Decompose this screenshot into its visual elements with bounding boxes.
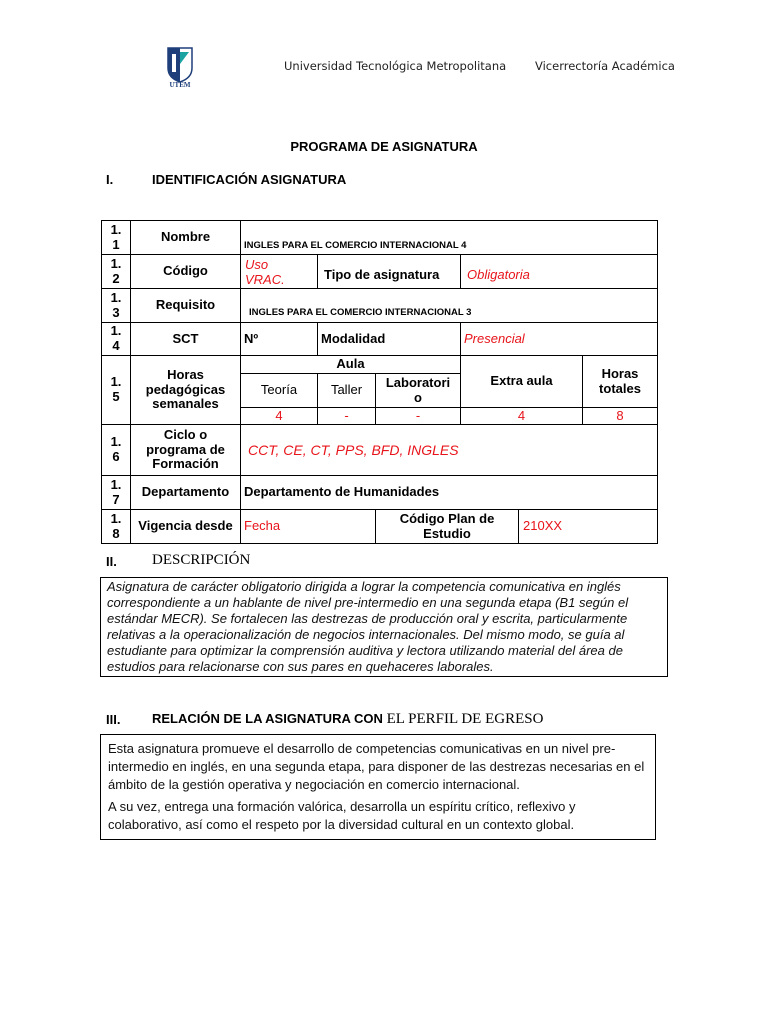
row-7-number: 1. 7: [110, 476, 122, 507]
requisito-value: INGLES PARA EL COMERCIO INTERNACIONAL 3: [249, 306, 472, 318]
row-6-number: 1. 6: [110, 434, 122, 464]
tipo-asignatura-value: Obligatoria: [467, 266, 530, 282]
codigo-label: Código: [163, 263, 208, 279]
vigencia-label: Vigencia desde: [138, 518, 233, 534]
section-3-title-serif: EL PERFIL DE EGRESO: [382, 711, 544, 727]
horas-totales-header: Horas totales: [599, 365, 641, 396]
vicerrectoria-name: Vicerrectoría Académica: [535, 59, 675, 73]
tipo-asignatura-label: Tipo de asignatura: [324, 266, 440, 282]
departamento-label: Departamento: [141, 484, 230, 500]
requisito-label: Requisito: [155, 297, 216, 313]
laboratorio-header: Laboratori o: [385, 374, 451, 405]
extra-aula-value: 4: [517, 407, 526, 423]
document-title: PROGRAMA DE ASIGNATURA: [290, 139, 478, 154]
nombre-label: Nombre: [160, 229, 211, 245]
section-2-number: II.: [106, 554, 117, 569]
extra-aula-header: Extra aula: [490, 373, 553, 389]
horas-totales-value: 8: [616, 407, 624, 423]
section-3-number: III.: [106, 712, 121, 727]
row-4-number: 1. 4: [110, 323, 122, 353]
modalidad-value: Presencial: [464, 330, 525, 346]
descripcion-box: [100, 577, 668, 677]
teoria-header: Teoría: [260, 382, 298, 398]
row-8-number: 1. 8: [110, 510, 122, 541]
sct-label: SCT: [172, 330, 199, 346]
codigo-value: Uso VRAC.: [245, 256, 285, 287]
section-1-number: I.: [106, 172, 114, 187]
section-3-title-bold: RELACIÓN DE LA ASIGNATURA CON: [152, 711, 383, 726]
university-name: Universidad Tecnológica Metropolitana: [284, 59, 507, 73]
utem-logo: [160, 46, 200, 90]
horas-label: Horas pedagógicas semanales: [145, 366, 226, 412]
taller-value: -: [344, 407, 349, 423]
ciclo-value: CCT, CE, CT, PPS, BFD, INGLES: [248, 441, 459, 458]
laboratorio-value: -: [415, 407, 421, 423]
sct-value: Nº: [244, 330, 259, 346]
section-3-title: [152, 710, 543, 728]
modalidad-label: Modalidad: [321, 330, 386, 346]
row-2-number: 1. 2: [110, 255, 122, 286]
row-5-number: 1. 5: [110, 374, 122, 404]
departamento-value: Departamento de Humanidades: [244, 484, 440, 500]
perfil-paragraph-2: A su vez, entrega una formación valórica, desarrolla un espíritu crítico, reflexivo y colaborativo, así como el respeto por la diversidad cultural en un contexto global.: [108, 799, 576, 832]
aula-header: Aula: [336, 356, 365, 372]
taller-header: Taller: [330, 382, 363, 398]
perfil-paragraph-1: Esta asignatura promueve el desarrollo de competencias comunicativas en un nivel pre-intermedio en inglés, en una segunda etapa, para disponer de las destrezas necesarias en el ámbito de la gestión operativa y negociación en comercio internacional.: [108, 741, 645, 792]
row-3-number: 1. 3: [110, 289, 122, 320]
section-1-title: IDENTIFICACIÓN ASIGNATURA: [152, 172, 347, 187]
descripcion-text: Asignatura de carácter obligatorio dirigida a lograr la competencia comunicativa en inglés correspondiente a un hablante de nivel pre-intermedio en una segunda etapa (B1 según el estándar MECR). Se fortalecen las destrezas de producción oral y escrita, particularmente relativas a la operacionalización de negocios internacionales. Del mismo modo, se guía al estudiante para optimizar la comprensión auditiva y lectora utilizando material del área de estudios para relacionarse con sus pares en quehaceres laborales.: [107, 579, 629, 674]
vigencia-value: Fecha: [244, 518, 281, 534]
ciclo-label: Ciclo o programa de Formación: [146, 426, 225, 472]
codigo-plan-label: Código Plan de Estudio: [399, 510, 495, 541]
section-2-title: DESCRIPCIÓN: [152, 552, 251, 568]
row-1-number: 1. 1: [110, 221, 122, 252]
logo-text: UTEM: [169, 81, 191, 89]
codigo-plan-value: 210XX: [523, 518, 563, 534]
nombre-value: INGLES PARA EL COMERCIO INTERNACIONAL 4: [244, 239, 467, 251]
teoria-value: 4: [275, 407, 283, 423]
perfil-egreso-box: [100, 734, 656, 840]
